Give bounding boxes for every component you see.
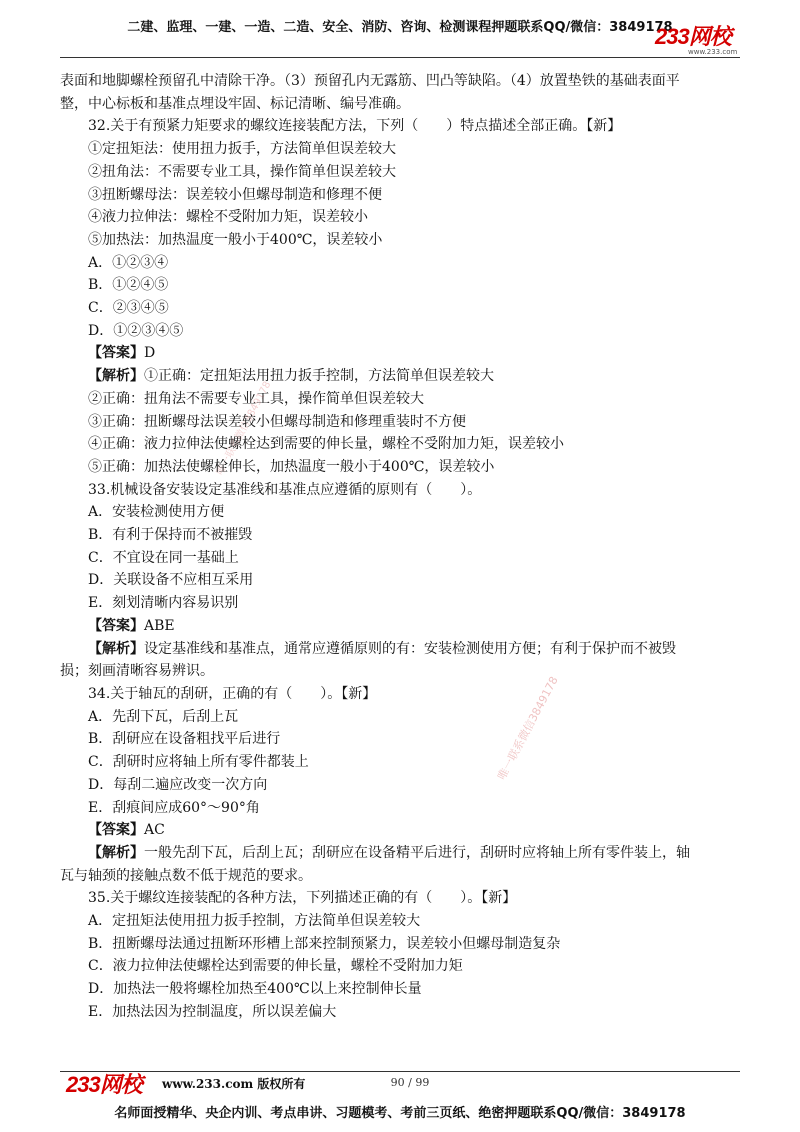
q32-option: C．②③④⑤: [88, 300, 169, 317]
q33-option: A．安装检测使用方便: [88, 504, 225, 521]
header-divider: [60, 57, 740, 58]
question-34-stem: 34.关于轴瓦的刮研，正确的有（ ）。【新】: [88, 685, 377, 702]
q32-item: ③扭断螺母法：误差较小但螺母制造和修理不便: [88, 186, 382, 203]
q33-option: C．不宜设在同一基础上: [88, 549, 239, 566]
watermark: 唯一联系微信3849178: [495, 674, 561, 783]
analysis-label: 【解析】: [88, 368, 144, 385]
brand-logo: 233网校: [655, 24, 731, 49]
answer-value: D: [144, 345, 156, 362]
answer-label: 【答案】: [88, 345, 144, 362]
q32-analysis-line: ③正确：扭断螺母法误差较小但螺母制造和修理重装时不方便: [88, 413, 466, 430]
question-35-stem: 35.关于螺纹连接装配的各种方法，下列描述正确的有（ ）。【新】: [88, 890, 517, 907]
watermark: 唯一联系微信3849178: [214, 379, 274, 478]
q34-analysis: [60, 842, 740, 865]
q34-option: D．每刮二遍应改变一次方向: [88, 776, 268, 793]
analysis-text: ①正确：定扭矩法用扭力扳手控制，方法简单但误差较大: [144, 368, 494, 385]
footer-contact-text: 名师面授精华、央企内训、考点串讲、习题模考、考前三页纸、绝密押题联系QQ/微信：3849178: [114, 1106, 686, 1121]
q32-option: B．①②④⑤: [88, 277, 169, 294]
q32-option: A．①②③④: [88, 254, 169, 271]
q35-option: C．液力拉伸法使螺栓达到需要的伸长量，螺栓不受附加力矩: [88, 958, 463, 975]
analysis-label: 【解析】: [88, 640, 144, 657]
q32-item: ⑤加热法：加热温度一般小于400℃，误差较小: [88, 231, 383, 248]
q35-option: E．加热法因为控制温度，所以误差偏大: [88, 1003, 337, 1020]
answer-value: ABE: [144, 617, 175, 634]
q33-option: B．有利于保持而不被摧毁: [88, 527, 253, 544]
q35-option: A．定扭矩法使用扭力扳手控制，方法简单但误差较大: [88, 913, 421, 930]
answer-label: 【答案】: [88, 617, 144, 634]
q34-answer: [60, 819, 740, 842]
q35-option: D．加热法一般将螺栓加热至400℃以上来控制伸长量: [88, 981, 422, 998]
q32-item: ②扭角法：不需要专业工具，操作简单但误差较大: [88, 163, 396, 180]
footer-logo: 233网校: [66, 1072, 142, 1097]
answer-value: AC: [144, 822, 165, 839]
q33-analysis: [60, 638, 740, 661]
q32-analysis-line: ④正确：液力拉伸法使螺栓达到需要的伸长量，螺栓不受附加力矩，误差较小: [88, 436, 564, 453]
q34-option: A．先刮下瓦，后刮上瓦: [88, 708, 239, 725]
q32-item: ④液力拉伸法：螺栓不受附加力矩，误差较小: [88, 209, 368, 226]
q35-option: B．扭断螺母法通过扭断环形槽上部来控制预紧力，误差较小但螺母制造复杂: [88, 935, 561, 952]
footer-copyright: www.233.com 版权所有: [162, 1077, 306, 1091]
q34-option: B．刮研应在设备粗找平后进行: [88, 731, 281, 748]
question-33-stem: 33.机械设备安装设定基准线和基准点应遵循的原则有（ ）。: [88, 481, 482, 498]
intro-line: 整，中心标板和基准点埋设牢固、标记清晰、编号准确。: [60, 95, 410, 112]
q33-answer: [60, 615, 740, 638]
q32-item: ①定扭矩法：使用扭力扳手，方法简单但误差较大: [88, 141, 396, 158]
q33-option: E．刻划清晰内容易识别: [88, 595, 239, 612]
q33-analysis-line: 损；刻画清晰容易辨识。: [60, 663, 214, 680]
analysis-text: 一般先刮下瓦，后刮上瓦；刮研应在设备精平后进行，刮研时应将轴上所有零件装上，轴: [144, 844, 690, 861]
analysis-text: 设定基准线和基准点，通常应遵循原则的有：安装检测使用方便；有利于保护而不被毁: [144, 640, 676, 657]
question-32-stem: 32.关于有预紧力矩要求的螺纹连接装配方法，下列（ ）特点描述全部正确。【新】: [88, 118, 622, 135]
analysis-label: 【解析】: [88, 844, 144, 861]
q33-option: D．关联设备不应相互采用: [88, 572, 254, 589]
intro-line: 表面和地脚螺栓预留孔中清除干净。（3）预留孔内无露筋、凹凸等缺陷。（4）放置垫铁的基础表面平: [60, 73, 680, 89]
q32-analysis: [60, 365, 740, 388]
brand-logo-url: www.233.com: [688, 48, 738, 56]
header-contact-text: 二建、监理、一建、一造、二造、安全、消防、咨询、检测课程押题联系QQ/微信：3849178: [127, 20, 673, 35]
page-number: 90 / 99: [390, 1076, 430, 1089]
q34-option: C．刮研时应将轴上所有零件都装上: [88, 754, 309, 771]
document-body: [60, 70, 740, 1024]
q32-analysis-line: ⑤正确：加热法使螺栓伸长，加热温度一般小于400℃，误差较小: [88, 458, 495, 475]
answer-label: 【答案】: [88, 822, 144, 839]
footer-divider: [60, 1071, 740, 1072]
q32-option: D．①②③④⑤: [88, 322, 184, 339]
q32-answer: [60, 342, 740, 365]
q34-analysis-line: 瓦与轴颈的接触点数不低于规范的要求。: [60, 867, 312, 884]
q32-analysis-line: ②正确：扭角法不需要专业工具，操作简单但误差较大: [88, 390, 424, 407]
q34-option: E．刮痕间应成60°～90°角: [88, 799, 260, 816]
